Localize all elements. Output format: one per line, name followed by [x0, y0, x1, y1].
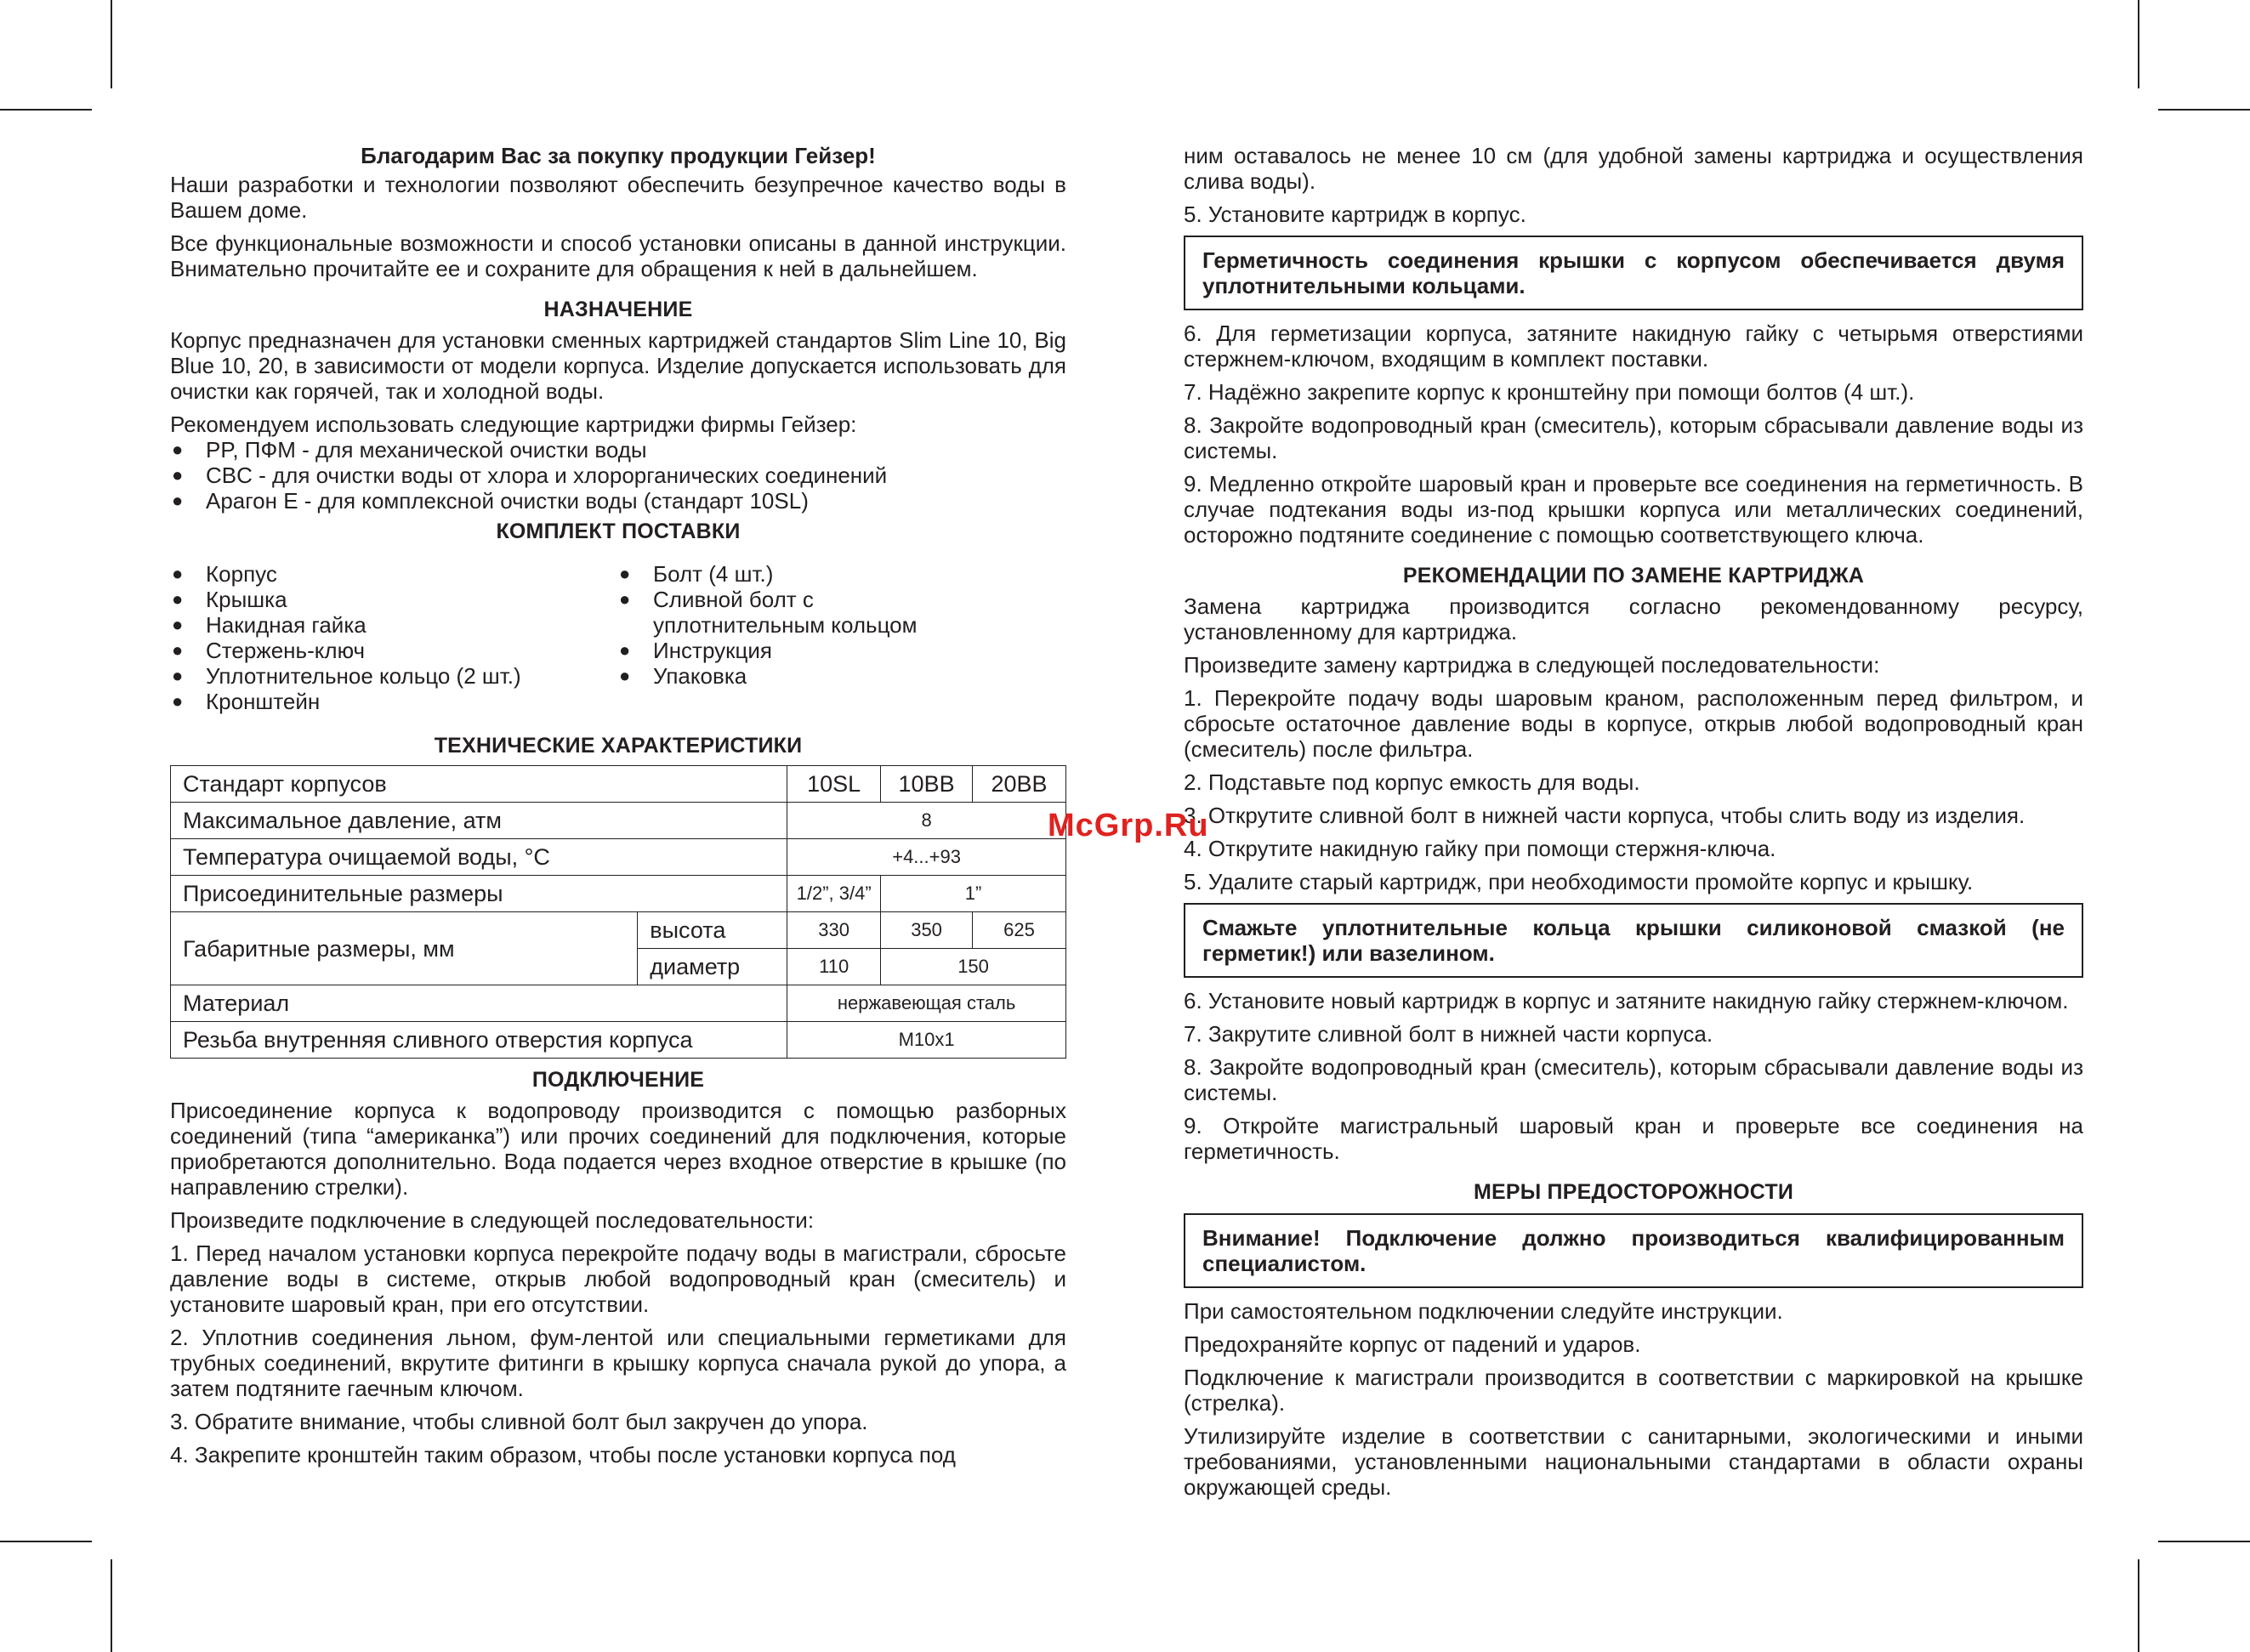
step-item: 2. Подставьте под корпус емкость для воды. [1184, 769, 1640, 795]
table-row [171, 985, 1066, 1022]
purpose-paragraph: Корпус предназначен для установки сменных картриджей стандартов Slim Line 10, Big Blue 10, 20, в зависимости от модели корпуса. Изделие допускается использовать для очистки как горячей, так и холодной воды. [170, 327, 1066, 404]
kit-list-col2 [617, 561, 1066, 714]
safety-paragraph: Подключение к магистрали производится в соответствии с маркировкой на крышке (стрелка). [1184, 1365, 2083, 1416]
table-cell: нержавеющая сталь [787, 985, 1066, 1022]
table-cell: 8 [787, 803, 1066, 839]
table-cell: 330 [787, 912, 881, 949]
step-item: 7. Надёжно закрепите корпус к кронштейну при помощи болтов (4 шт.). [1184, 379, 1915, 405]
section-heading-replace: РЕКОМЕНДАЦИИ ПО ЗАМЕНЕ КАРТРИДЖА [1402, 564, 1865, 588]
crop-mark [0, 109, 92, 111]
table-row [171, 766, 1066, 803]
step-item: 7. Закрутите сливной болт в нижней части корпуса. [1184, 1021, 1713, 1047]
step-item: 5. Установите картридж в корпус. [1184, 202, 1526, 227]
table-cell: 1” [881, 876, 1066, 912]
replace-paragraph: Замена картриджа производится согласно рекомендованному ресурсу, установленному для картриджа. [1184, 593, 2083, 644]
table-cell: 150 [881, 949, 1066, 985]
step-item: 1. Перед началом установки корпуса перекройте подачу воды в магистрали, сбросьте давление воды в системе, открыв любой водопроводный кран (смеситель) и установите шаровый кран, при его отсутствии. [170, 1240, 1066, 1317]
section-heading-specs: ТЕХНИЧЕСКИЕ ХАРАКТЕРИСТИКИ [434, 734, 803, 758]
crop-mark [2138, 1559, 2139, 1652]
safety-paragraph: При самостоятельном подключении следуйте инструкции. [1184, 1298, 1783, 1324]
connection-paragraph: Присоединение корпуса к водопроводу производится с помощью разборных соединений (типа “американка”) или прочих соединений для подключения, которые приобретаются дополнительно. Вода подается через входное отверстие в крышке (по направлению стрелки). [170, 1098, 1066, 1200]
list-item: ● Болт (4 шт.) [617, 561, 1066, 587]
warning-box: Внимание! Подключение должно производиться квалифицированным специалистом. [1184, 1213, 2083, 1288]
list-item: ● Сливной болт с уплотнительным кольцом [617, 587, 968, 638]
table-cell: диаметр [638, 949, 787, 985]
table-cell: 110 [787, 949, 881, 985]
step-item: 9. Медленно откройте шаровый кран и проверьте все соединения на герметичность. В случае подтекания воды из-под крышки корпуса или металлических соединений, осторожно подтяните соединение с помощью соответствующего ключа. [1184, 471, 2083, 548]
table-row [171, 912, 1066, 949]
list-item: ● Арагон Е - для комплексной очистки воды (стандарт 10SL) [170, 488, 1066, 514]
crop-mark [2158, 109, 2250, 111]
section-heading-kit: КОМПЛЕКТ ПОСТАВКИ [496, 519, 741, 543]
table-cell: +4...+93 [787, 839, 1066, 876]
continuation-paragraph: ним оставалось не менее 10 см (для удобной замены картриджа и осуществления слива воды). [1184, 143, 2083, 194]
step-item: 9. Откройте магистральный шаровый кран и проверьте все соединения на герметичность. [1184, 1113, 2083, 1164]
crop-mark [2158, 1541, 2250, 1542]
table-cell: 625 [973, 912, 1066, 949]
list-item: ● Инструкция [617, 638, 1066, 663]
cartridge-list [170, 437, 1066, 514]
list-item: ● CBC - для очистки воды от хлора и хлорорганических соединений [170, 463, 1066, 488]
table-cell: 1/2”, 3/4” [787, 876, 881, 912]
section-heading-connection: ПОДКЛЮЧЕНИЕ [531, 1068, 705, 1092]
table-cell: Температура очищаемой воды, °C [171, 839, 787, 876]
crop-mark [0, 1541, 92, 1542]
step-item: 6. Для герметизации корпуса, затяните накидную гайку с четырьмя отверстиями стержнем-ключом, входящим в комплект поставки. [1184, 321, 2083, 372]
notice-box: Герметичность соединения крышки с корпусом обеспечивается двумя уплотнительными кольцами. [1184, 236, 2083, 310]
step-item: 2. Уплотнив соединения льном, фум-лентой или специальными герметиками для трубных соединений, вкрутите фитинги в крышку корпуса сначала рукой до упора, а затем подтяните гаечным ключом. [170, 1325, 1066, 1401]
crop-mark [2138, 0, 2139, 88]
replace-paragraph: Произведите замену картриджа в следующей последовательности: [1184, 652, 1880, 678]
table-cell: 10SL [787, 766, 881, 803]
table-cell: Стандарт корпусов [171, 766, 787, 803]
table-cell: высота [638, 912, 787, 949]
page-title: Благодарим Вас за покупку продукции Гейзер! [361, 143, 876, 168]
intro-paragraph: Наши разработки и технологии позволяют обеспечить безупречное качество воды в Вашем доме. [170, 172, 1066, 223]
watermark: McGrp.Ru [1048, 808, 1209, 843]
step-item: 1. Перекройте подачу воды шаровым краном, расположенным перед фильтром, и сбросьте остаточное давление воды в корпусе, открыв любой водопроводный кран (смеситель) после фильтра. [1184, 685, 2083, 762]
notice-box: Смажьте уплотнительные кольца крышки силиконовой смазкой (не герметик!) или вазелином. [1184, 903, 2083, 978]
intro-paragraph: Все функциональные возможности и способ установки описаны в данной инструкции. Внимательно прочитайте ее и сохраните для обращения к ней в дальнейшем. [170, 230, 1066, 281]
table-row [171, 839, 1066, 876]
table-row [171, 876, 1066, 912]
crop-mark [111, 0, 112, 88]
step-item: 4. Открутите накидную гайку при помощи стержня-ключа. [1184, 836, 1776, 861]
step-item: 4. Закрепите кронштейн таким образом, чтобы после установки корпуса под [170, 1442, 956, 1467]
step-item: 3. Обратите внимание, чтобы сливной болт был закручен до упора. [170, 1409, 868, 1434]
step-item: 8. Закройте водопроводный кран (смеситель), которым сбрасывали давление воды из системы. [1184, 1054, 2083, 1105]
table-cell: Максимальное давление, атм [171, 803, 787, 839]
section-heading-safety: МЕРЫ ПРЕДОСТОРОЖНОСТИ [1473, 1180, 1794, 1204]
table-row [171, 1022, 1066, 1059]
list-item: ● Упаковка [617, 663, 1066, 689]
safety-paragraph: Предохраняйте корпус от падений и ударов. [1184, 1331, 1641, 1357]
list-item: ● Накидная гайка [170, 612, 617, 638]
table-cell: Материал [171, 985, 787, 1022]
right-column [1184, 143, 2083, 1507]
table-row [171, 803, 1066, 839]
list-item: ● Крышка [170, 587, 617, 612]
list-item: ● Корпус [170, 561, 617, 587]
list-item: ● PP, ПФМ - для механической очистки воды [170, 437, 1066, 463]
table-cell: М10х1 [787, 1022, 1066, 1059]
list-item: ● Кронштейн [170, 689, 617, 714]
purpose-paragraph: Рекомендуем использовать следующие картриджи фирмы Гейзер: [170, 412, 857, 437]
table-cell: 10BB [881, 766, 973, 803]
table-cell: 350 [881, 912, 973, 949]
kit-list [170, 561, 1066, 718]
table-cell: 20BB [973, 766, 1066, 803]
safety-paragraph: Утилизируйте изделие в соответствии с санитарными, экологическими и иными требованиями, установленными национальными стандартами в области охраны окружающей среды. [1184, 1423, 2083, 1500]
kit-list-col1 [170, 561, 617, 714]
step-item: 6. Установите новый картридж в корпус и затяните накидную гайку стержнем-ключом. [1184, 988, 2069, 1013]
crop-mark [111, 1559, 112, 1652]
step-item: 8. Закройте водопроводный кран (смеситель), которым сбрасывали давление воды из системы. [1184, 412, 2083, 463]
step-item: 5. Удалите старый картридж, при необходимости промойте корпус и крышку. [1184, 869, 1974, 894]
connection-paragraph: Произведите подключение в следующей последовательности: [170, 1207, 815, 1233]
left-column [170, 143, 1066, 1475]
table-cell: Габаритные размеры, мм [171, 912, 638, 985]
table-cell: Присоединительные размеры [171, 876, 787, 912]
table-cell: Резьба внутренняя сливного отверстия корпуса [171, 1022, 787, 1059]
section-heading-purpose: НАЗНАЧЕНИЕ [543, 298, 693, 321]
list-item: ● Уплотнительное кольцо (2 шт.) [170, 663, 617, 689]
step-item: 3. Открутите сливной болт в нижней части корпуса, чтобы слить воду из изделия. [1184, 803, 2026, 828]
spec-table [170, 765, 1066, 1059]
list-item: ● Стержень-ключ [170, 638, 617, 663]
